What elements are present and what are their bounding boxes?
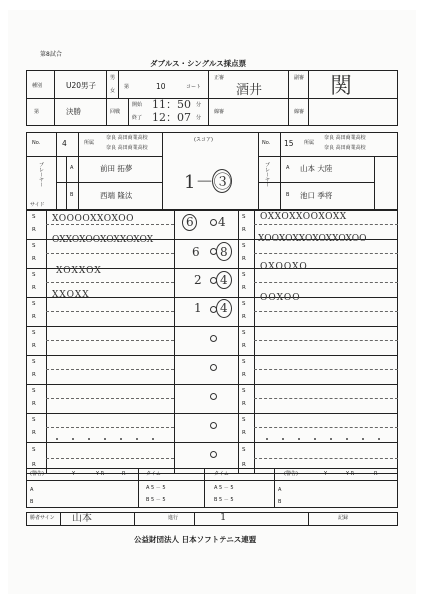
- referee-signature: 酒井: [236, 83, 263, 98]
- serve-label: S: [242, 330, 246, 336]
- mid-line: [46, 427, 174, 428]
- receive-label: R: [32, 314, 36, 320]
- mid-line: [46, 398, 174, 399]
- divider: [254, 210, 255, 474]
- winner-circle: [212, 169, 232, 193]
- receive-label: R: [32, 462, 36, 468]
- progress-label: 進行: [168, 515, 179, 521]
- receive-label: R: [32, 401, 36, 407]
- round-suffix: 回戦: [110, 109, 121, 115]
- game2-right-score: 8: [220, 245, 228, 259]
- divider: [208, 70, 209, 126]
- serve-label: S: [32, 388, 36, 394]
- winner-signature: 山本: [72, 513, 92, 524]
- warning-r-right: R: [374, 471, 378, 477]
- divider: [162, 132, 163, 210]
- receive-label: R: [242, 430, 246, 436]
- divider: [60, 512, 61, 526]
- receive-label: R: [242, 227, 246, 233]
- signature-label: 勝者サイン: [30, 515, 55, 521]
- warning-r-left: R: [122, 471, 126, 477]
- row-divider: [26, 413, 398, 414]
- serve-label: S: [242, 272, 246, 278]
- tiebreak-dot: [152, 438, 154, 440]
- receive-label: R: [32, 256, 36, 262]
- divider: [280, 132, 281, 210]
- mid-line: [254, 369, 398, 370]
- timeout-b-right: B 5 － 5: [214, 497, 234, 503]
- divider: [308, 70, 309, 126]
- linesman2-label: 線審: [294, 109, 305, 115]
- divider: [138, 468, 139, 508]
- divider: [54, 70, 55, 126]
- mid-line: [254, 311, 398, 312]
- team-b-right: B: [278, 499, 282, 505]
- organization: 公益財団法人 日本ソフトテニス連盟: [134, 535, 257, 544]
- timeout-label-right: タイム: [214, 471, 229, 477]
- sheet-title: ダブルス・シングルス採点票: [150, 59, 247, 68]
- timeout-b-left: B 5 － 5: [146, 497, 166, 503]
- game1-right-score: 4: [218, 215, 226, 229]
- serve-label: S: [242, 388, 246, 394]
- divider: [46, 210, 47, 474]
- recorder-label: 記録: [338, 515, 349, 521]
- player-right-b: 池口 季将: [300, 191, 333, 200]
- game2-left-score: 6: [192, 245, 200, 259]
- row-divider: [26, 355, 398, 356]
- left-affil-label: 所属: [84, 140, 95, 146]
- timeout-a-right: A 5 － 5: [214, 485, 234, 491]
- game3-win-circle: [216, 271, 232, 289]
- player-header-left: プレーヤー: [38, 162, 44, 187]
- minute-unit: 分: [196, 102, 202, 108]
- divider: [258, 132, 259, 210]
- game3-left-score: 2: [194, 273, 202, 287]
- divider: [204, 468, 205, 508]
- no-label: No.: [32, 140, 41, 146]
- game-marker-7: [210, 393, 217, 400]
- tiebreak-dot: [346, 438, 348, 440]
- match-number: 第8試合: [40, 51, 62, 58]
- divider: [128, 98, 129, 126]
- start-time: 11：50: [152, 98, 191, 111]
- tiebreak-dot: [56, 438, 58, 440]
- left-team-number: 4: [62, 139, 67, 148]
- warning-y-right: Y: [324, 471, 328, 477]
- game4-left-points: XXOXX: [52, 290, 90, 300]
- game3-right-points: OXOOXO: [260, 262, 308, 272]
- round-value: 決勝: [66, 107, 81, 116]
- divider: [106, 70, 107, 126]
- mid-line: [46, 282, 174, 283]
- sub-referee-signature: 関: [330, 74, 353, 99]
- gender-male: 男: [110, 75, 116, 81]
- mid-line: [254, 398, 398, 399]
- divider: [288, 70, 289, 126]
- receive-label: R: [242, 314, 246, 320]
- serve-label: S: [242, 447, 246, 453]
- minute-unit: 分: [196, 115, 202, 121]
- receive-label: R: [242, 256, 246, 262]
- right-affil-label: 所属: [304, 140, 315, 146]
- receive-label: R: [242, 401, 246, 407]
- receive-label: R: [32, 285, 36, 291]
- team-a-left: A: [30, 487, 34, 493]
- right-team-number: 15: [284, 139, 294, 148]
- receive-label: R: [242, 372, 246, 378]
- tiebreak-dot: [120, 438, 122, 440]
- row-divider: [26, 326, 398, 327]
- category-label: 種別: [32, 83, 43, 89]
- divider: [134, 512, 135, 526]
- team-b-left: B: [30, 499, 34, 505]
- tiebreak-dot: [136, 438, 138, 440]
- serve-label: S: [32, 214, 36, 220]
- tiebreak-dot: [362, 438, 364, 440]
- start-label: 開始: [132, 102, 143, 108]
- serve-label: S: [242, 417, 246, 423]
- warning-y-left: Y: [72, 471, 76, 477]
- serve-label: S: [242, 359, 246, 365]
- tiebreak-dot: [88, 438, 90, 440]
- progress-value: 1: [220, 512, 227, 523]
- tiebreak-dot: [104, 438, 106, 440]
- court-label: コート: [186, 84, 202, 90]
- side-label: サイド: [30, 202, 45, 208]
- right-school-2: 奈良 高田商業高校: [324, 145, 366, 151]
- players-table: [26, 132, 398, 210]
- game-marker-3: [210, 277, 217, 284]
- mid-line: [254, 282, 398, 283]
- end-time: 12：07: [152, 111, 191, 124]
- game1-left-score: 6: [186, 215, 194, 229]
- serve-label: S: [32, 359, 36, 365]
- team-a-right: A: [278, 487, 282, 493]
- game2-left-points: OXXOXOOXOXXOXOX: [52, 235, 154, 245]
- game-marker-5: [210, 335, 217, 342]
- serve-label: S: [32, 447, 36, 453]
- divider: [274, 468, 275, 508]
- score-label: (スコア): [194, 137, 213, 143]
- game-marker-2: [210, 248, 217, 255]
- tiebreak-dot: [298, 438, 300, 440]
- receive-label: R: [32, 227, 36, 233]
- game-marker-1: [210, 219, 217, 226]
- no-label: No.: [262, 140, 271, 146]
- divider: [308, 512, 309, 526]
- game3-left-points: XOXXOX: [56, 266, 102, 276]
- divider: [174, 210, 175, 474]
- game2-right-points: XOOXOXXOXOXXOXOO: [258, 234, 367, 244]
- gender-female: 女: [110, 88, 116, 94]
- mid-line: [46, 224, 174, 225]
- game1-right-points: OXXOXXOOXOXX: [260, 212, 347, 222]
- mid-line: [254, 224, 398, 225]
- divider: [238, 210, 239, 474]
- divider: [26, 480, 398, 481]
- category-value: U20男子: [66, 81, 97, 90]
- game1-win-circle: [182, 214, 197, 231]
- pos-a-right: A: [286, 165, 290, 171]
- serve-label: S: [32, 301, 36, 307]
- row-divider: [26, 384, 398, 385]
- player-left-a: 前田 拓夢: [100, 164, 133, 173]
- right-school-1: 奈良 高田商業高校: [324, 135, 366, 141]
- tiebreak-dot: [282, 438, 284, 440]
- game-marker-8: [210, 422, 217, 429]
- game3-right-score: 4: [220, 273, 228, 287]
- mid-line: [46, 369, 174, 370]
- round-prefix: 第: [34, 109, 40, 115]
- receive-label: R: [242, 462, 246, 468]
- game2-win-circle: [216, 242, 232, 261]
- warning-yr-left: Y R: [96, 471, 105, 477]
- tiebreak-dot: [330, 438, 332, 440]
- game4-left-score: 1: [194, 301, 202, 315]
- serve-label: S: [242, 301, 246, 307]
- tiebreak-dot: [378, 438, 380, 440]
- game-score: 1－③: [184, 172, 232, 193]
- pos-b-left: B: [70, 192, 74, 198]
- serve-label: S: [32, 272, 36, 278]
- divider: [374, 156, 375, 210]
- divider: [26, 156, 162, 157]
- divider: [258, 156, 398, 157]
- game-marker-6: [210, 364, 217, 371]
- left-school-2: 奈良 高田商業高校: [106, 145, 148, 151]
- mid-line: [254, 340, 398, 341]
- serve-label: S: [32, 243, 36, 249]
- receive-label: R: [32, 430, 36, 436]
- divider: [258, 182, 374, 183]
- warning-yr-right: Y R: [346, 471, 355, 477]
- linesman-label: 線審: [214, 109, 225, 115]
- divider: [118, 70, 119, 98]
- player-right-a: 山本 大陸: [300, 164, 333, 173]
- mid-line: [46, 311, 174, 312]
- divider: [56, 182, 162, 183]
- player-header-right: プレーヤー: [264, 162, 270, 187]
- tiebreak-dot: [314, 438, 316, 440]
- footer-table: [26, 468, 398, 508]
- game-marker-4: [210, 306, 217, 313]
- left-school-1: 奈良 高田商業高校: [106, 135, 148, 141]
- warning-label-right: (警告): [284, 471, 298, 477]
- mid-line: [46, 458, 174, 459]
- tiebreak-dot: [266, 438, 268, 440]
- pos-a-left: A: [70, 165, 74, 171]
- mid-line: [254, 253, 398, 254]
- mid-line: [254, 458, 398, 459]
- mid-line: [46, 340, 174, 341]
- mid-line: [46, 253, 174, 254]
- end-label: 終了: [132, 115, 143, 121]
- game-marker-9: [210, 451, 217, 458]
- timeout-label-left: タイム: [146, 471, 161, 477]
- mid-line: [254, 427, 398, 428]
- player-left-b: 西端 隆汰: [100, 191, 133, 200]
- referee-label: 正審: [214, 75, 225, 81]
- scoresheet: [8, 10, 416, 594]
- receive-label: R: [242, 343, 246, 349]
- receive-label: R: [32, 343, 36, 349]
- pos-b-right: B: [286, 192, 290, 198]
- serve-label: S: [32, 330, 36, 336]
- serve-label: S: [242, 214, 246, 220]
- serve-label: S: [242, 243, 246, 249]
- warning-label-left: (警告): [30, 471, 44, 477]
- divider: [194, 512, 195, 526]
- receive-label: R: [32, 372, 36, 378]
- court-number: 10: [156, 82, 166, 91]
- row-divider: [26, 442, 398, 443]
- game4-right-score: 4: [220, 301, 228, 315]
- serve-label: S: [32, 417, 36, 423]
- game4-right-points: OOXOO: [260, 293, 301, 303]
- game1-left-points: XOOOOXXOXOO: [52, 214, 134, 224]
- sub-referee-label: 副審: [294, 75, 305, 81]
- divider: [66, 156, 67, 210]
- timeout-a-left: A 5 － 5: [146, 485, 166, 491]
- divider: [56, 132, 57, 210]
- court-prefix: 第: [124, 84, 130, 90]
- game4-win-circle: [216, 299, 232, 318]
- receive-label: R: [242, 285, 246, 291]
- divider: [78, 132, 79, 210]
- tiebreak-dot: [72, 438, 74, 440]
